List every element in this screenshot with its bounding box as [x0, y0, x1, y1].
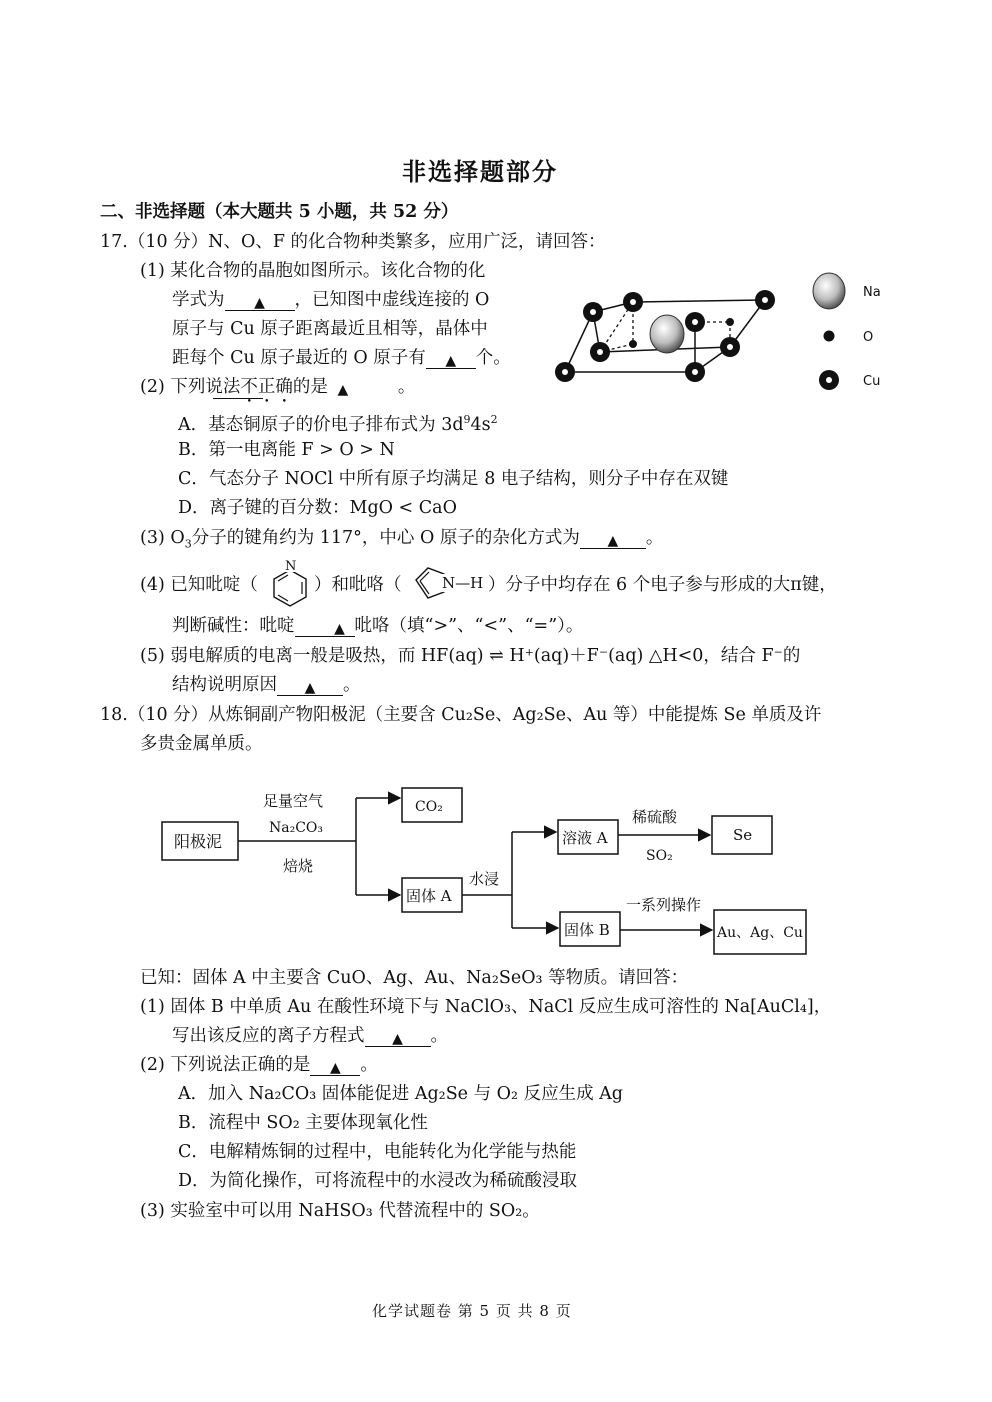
q17-p5-line1: (5) 弱电解质的电离一般是吸热，而 HF(aq) ⇌ H⁺(aq)＋F⁻(aq) △H<0，结合 F⁻的	[140, 646, 801, 666]
na-atom	[650, 315, 684, 353]
q17-opt-b: B．第一电离能 F > O > N	[178, 440, 395, 460]
label-co2: CO₂	[415, 799, 443, 815]
legend-na-icon	[813, 273, 845, 309]
pyridine-structure-icon	[266, 556, 314, 612]
process-flow-diagram	[150, 780, 850, 960]
q17-p1-line3: 原子与 Cu 原子距离最近且相等，晶体中	[172, 319, 488, 339]
q17-p3: (3) $O_3$分子的键角约为 117°，中心 O 原子的杂化方式为 ▲ 。	[140, 528, 664, 551]
q17-p4-line2: 判断碱性：吡啶 ▲ 吡咯（填“>”、“<”、“=”）。	[172, 616, 584, 637]
q18-opt-c: C．电解精炼铜的过程中，电能转化为化学能与热能	[178, 1142, 577, 1162]
legend-cu-label: Cu	[863, 374, 881, 389]
answer-blank-icon: ▲	[334, 621, 345, 637]
label-metals: Au、Ag、Cu	[717, 925, 803, 941]
cond-series-ops: 一系列操作	[626, 896, 702, 914]
label-se: Se	[733, 826, 753, 844]
label-solution-a: 溶液 A	[562, 829, 608, 847]
answer-blank-icon: ▲	[337, 382, 349, 398]
label-solid-b: 固体 B	[564, 921, 610, 939]
q17-p1-line4: 距每个 Cu 原子最近的 O 原子有 ▲ 个。	[172, 348, 511, 369]
q17-p5-line2: 结构说明原因 ▲ 。	[172, 675, 361, 696]
q17-p1-line2: 学式为 ▲ ，已知图中虚线连接的 O	[172, 290, 490, 311]
q18-opt-a: A．加入 Na₂CO₃ 固体能促进 Ag₂Se 与 O₂ 反应生成 Ag	[178, 1084, 623, 1104]
q18-p1-line1: (1) 固体 B 中单质 Au 在酸性环境下与 NaClO₃、NaCl 反应生成可溶性的 Na[AuCl₄]，	[140, 997, 832, 1017]
emphasis-not-correct: 不正确	[240, 377, 293, 397]
q17-p1-line1: (1) 某化合物的晶胞如图所示。该化合物的化	[140, 261, 486, 281]
cond-water-leach: 水浸	[469, 870, 500, 888]
q17-p4-line1c: ）分子中均存在 6 个电子参与形成的大π键，	[488, 575, 837, 595]
q18-p3: (3) 实验室中可以用 NaHSO₃ 代替流程中的 SO₂。	[140, 1201, 540, 1221]
q17-stem: 17.（10 分）N、O、F 的化合物种类繁多，应用广泛，请回答：	[100, 232, 606, 252]
cond-na2co3: Na₂CO₃	[269, 820, 324, 836]
legend-o-label: O	[863, 330, 874, 345]
q17-p2: (2) 下列说法不正确的是 ▲ 。	[140, 377, 416, 398]
q18-opt-b: B．流程中 SO₂ 主要体现氧化性	[178, 1113, 428, 1133]
answer-blank-icon: ▲	[254, 295, 265, 311]
q18-stem-line2: 多贵金属单质。	[140, 734, 263, 754]
q18-stem-line1: 18.（10 分）从炼铜副产物阳极泥（主要含 Cu₂Se、Ag₂Se、Au 等）中能提炼 Se 单质及许	[100, 705, 822, 725]
cond-air: 足量空气	[263, 792, 324, 810]
pyridine-n-label: N	[285, 559, 297, 574]
q17-opt-a: A．基态铜原子的价电子排布式为 $3d^94s^2$	[178, 413, 498, 435]
label-solid-a: 固体 A	[406, 887, 452, 905]
q17-opt-d: D．离子键的百分数：MgO < CaO	[178, 498, 457, 518]
q18-p2: (2) 下列说法正确的是 ▲ 。	[140, 1055, 378, 1076]
cond-so2: SO₂	[646, 848, 673, 864]
legend-na-label: Na	[863, 285, 881, 300]
answer-blank-icon: ▲	[392, 1031, 403, 1047]
answer-blank-icon: ▲	[329, 1060, 341, 1076]
q17-p4-line1a: (4) 已知吡啶（	[140, 575, 258, 595]
pyrrole-structure-icon	[410, 560, 500, 608]
answer-blank-icon: ▲	[445, 353, 457, 369]
answer-blank-icon: ▲	[607, 533, 619, 549]
label-anode-slime: 阳极泥	[174, 832, 223, 851]
q17-p4-line1b: ）和吡咯（	[314, 575, 402, 595]
q17-opt-c: C．气态分子 NOCl 中所有原子均满足 8 电子结构，则分子中存在双键	[178, 469, 729, 489]
page-title: 非选择题部分	[402, 157, 558, 186]
cond-roast: 焙烧	[283, 857, 314, 875]
q18-opt-d: D．为简化操作，可将流程中的水浸改为稀硫酸浸取	[178, 1171, 578, 1191]
cond-dilute-acid: 稀硫酸	[632, 808, 678, 826]
page-footer: 化学试题卷 第 5 页 共 8 页	[372, 1302, 572, 1320]
pyrrole-nh-label: N—H	[442, 574, 484, 592]
answer-blank-icon: ▲	[304, 680, 316, 696]
q18-p1-line2: 写出该反应的离子方程式 ▲ 。	[172, 1026, 448, 1047]
q18-known: 已知：固体 A 中主要含 CuO、Ag、Au、Na₂SeO₃ 等物质。请回答：	[140, 968, 689, 988]
blank-underline	[213, 398, 263, 399]
legend-o-icon	[824, 331, 834, 341]
section-heading: 二、非选择题（本大题共 5 小题，共 52 分）	[100, 202, 459, 222]
crystal-cell-figure	[545, 262, 890, 397]
